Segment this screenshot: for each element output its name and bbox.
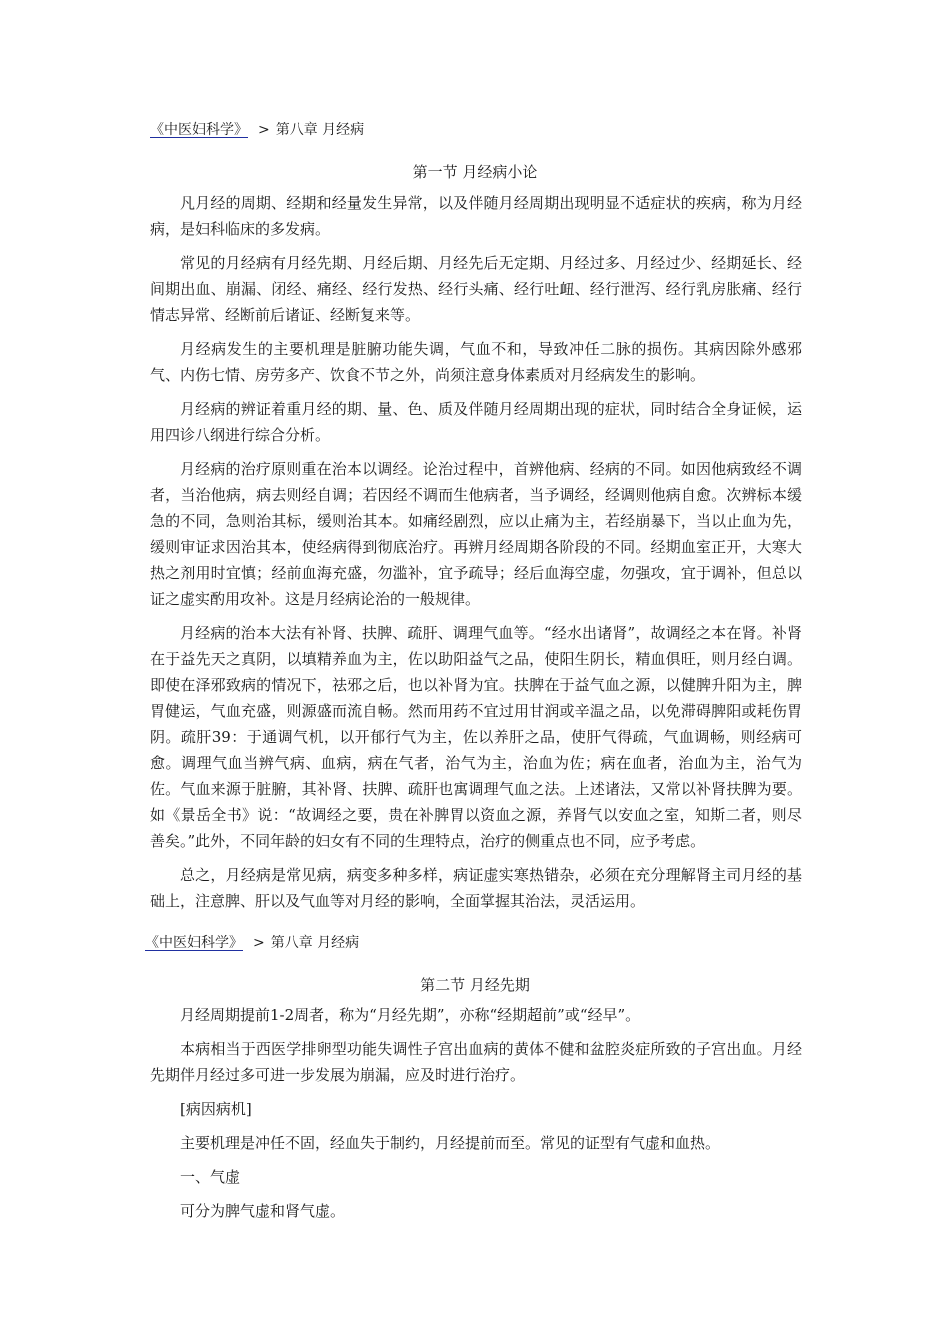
breadcrumb-separator: > bbox=[253, 935, 265, 951]
paragraph: 可分为脾气虚和肾气虚。 bbox=[180, 1202, 346, 1220]
paragraph: 本病相当于西医学排卵型功能失调性子宫出血病的黄体不健和盆腔炎症所致的子宫出血。月经先期伴月经过多可进一步发展为崩漏，应及时进行治疗。 bbox=[150, 1040, 802, 1084]
breadcrumb-current: 第八章 月经病 bbox=[275, 122, 365, 138]
breadcrumb-separator: > bbox=[258, 122, 270, 138]
book-link[interactable]: 《中医妇科学》 bbox=[150, 122, 248, 138]
paragraph: 月经周期提前1-2周者，称为“月经先期”，亦称“经期超前”或“经早”。 bbox=[180, 1006, 641, 1024]
book-link[interactable]: 《中医妇科学》 bbox=[145, 935, 243, 951]
breadcrumb-current: 第八章 月经病 bbox=[270, 935, 360, 951]
paragraph: 月经病发生的主要机理是脏腑功能失调，气血不和，导致冲任二脉的损伤。其病因除外感邪气、内伤七情、房劳多产、饮食不节之外，尚须注意身体素质对月经病发生的影响。 bbox=[150, 340, 802, 384]
paragraph: 主要机理是冲任不固，经血失于制约，月经提前而至。常见的证型有气虚和血热。 bbox=[180, 1134, 721, 1152]
section-title: 第二节 月经先期 bbox=[420, 976, 530, 994]
paragraph: 常见的月经病有月经先期、月经后期、月经先后无定期、月经过多、月经过少、经期延长、经间期出血、崩漏、闭经、痛经、经行发热、经行头痛、经行吐衄、经行泄泻、经行乳房胀痛、经行情志异常、经断前后诸证、经断复来等。 bbox=[150, 254, 802, 324]
section-body bbox=[150, 190, 802, 914]
paragraph: 凡月经的周期、经期和经量发生异常，以及伴随月经周期出现明显不适症状的疾病，称为月经病，是妇科临床的多发病。 bbox=[150, 194, 802, 238]
breadcrumb bbox=[145, 934, 359, 952]
subheading: 一、气虚 bbox=[180, 1168, 241, 1186]
breadcrumb bbox=[150, 121, 364, 139]
paragraph: 总之，月经病是常见病，病变多种多样，病证虚实寒热错杂，必须在充分理解肾主司月经的基础上，注意脾、肝以及气血等对月经的影响，全面掌握其治法，灵活运用。 bbox=[150, 866, 802, 910]
subheading: [病因病机] bbox=[180, 1100, 252, 1118]
paragraph: 月经病的治本大法有补肾、扶脾、疏肝、调理气血等。“经水出诸肾”，故调经之本在肾。补肾在于益先天之真阴，以填精养血为主，佐以助阳益气之品，使阳生阴长，精血俱旺，则月经白调。即使在泽邪致病的情况下，祛邪之后，也以补肾为宜。扶脾在于益气血之源，以健脾升阳为主，脾胃健运，气血充盛，则源盛而流自畅。然而用药不宜过用甘润或辛温之品，以免滞碍脾阳或耗伤胃阴。疏肝39：于通调气机，以开郁行气为主，佐以养肝之品，使肝气得疏，气血调畅，则经病可愈。调理气血当辨气病、血病，病在气者，治气为主，治血为佐；病在血者，治血为主，治气为佐。气血来源于脏腑，其补肾、扶脾、疏肝也寓调理气血之法。上述诸法，又常以补肾扶脾为要。如《景岳全书》说：“故调经之要，贵在补脾胃以资血之源，养肾气以安血之室，知斯二者，则尽善矣。”此外，不同年龄的妇女有不同的生理特点，治疗的侧重点也不同，应予考虑。 bbox=[150, 624, 802, 850]
paragraph: 月经病的治疗原则重在治本以调经。论治过程中，首辨他病、经病的不同。如因他病致经不调者，当治他病，病去则经自调；若因经不调而生他病者，当予调经，经调则他病自愈。次辨标本缓急的不同，急则治其标，缓则治其本。如痛经剧烈，应以止痛为主，若经崩暴下，当以止血为先，缓则审证求因治其本，使经病得到彻底治疗。再辨月经周期各阶段的不同。经期血室正开，大寒大热之剂用时宜慎；经前血海充盛，勿滥补，宜予疏导；经后血海空虚，勿强攻，宜于调补，但总以证之虚实酌用攻补。这是月经病论治的一般规律。 bbox=[150, 460, 802, 608]
section-body bbox=[150, 1002, 802, 1224]
paragraph: 月经病的辨证着重月经的期、量、色、质及伴随月经周期出现的症状，同时结合全身证候，运用四诊八纲进行综合分析。 bbox=[150, 400, 802, 444]
section-title: 第一节 月经病小论 bbox=[412, 163, 538, 181]
